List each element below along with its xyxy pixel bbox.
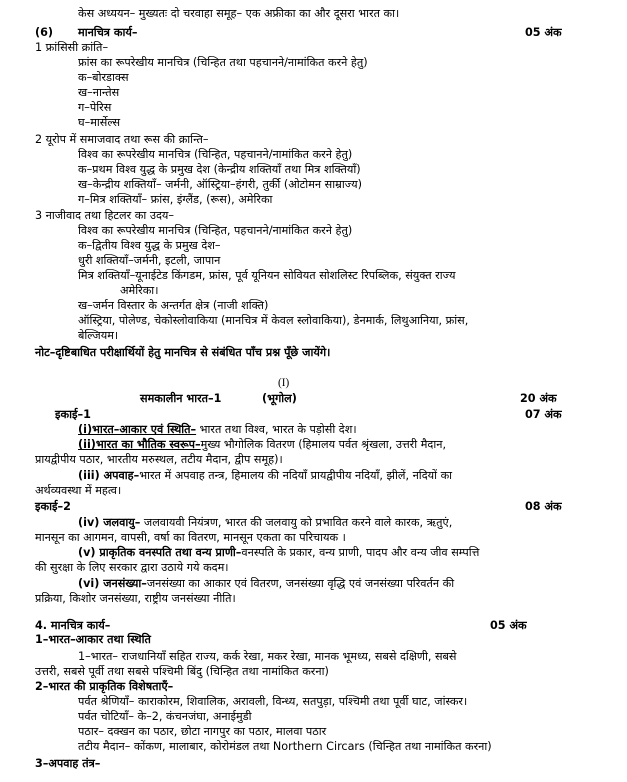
list-item: फ्रांस का रूपरेखीय मानचित्र (चिन्हित तथा पहचानने/नामांकित करने हेतु) [78, 56, 368, 69]
list-item: मित्र शक्तियाँ–यूनाईटेड किंगडम, फ्रांस, पूर्व यूनियन सोवियत सोशलिस्ट रिपब्लिक, संयुक्त राज्य [78, 269, 456, 282]
unit2-label: इकाई–2 [35, 500, 71, 513]
geo-marks: 20 अंक [520, 392, 557, 405]
u1-item-1 [78, 423, 357, 437]
list-item: घ–मार्सेल्स [78, 116, 121, 129]
list-item: ग–मित्र शक्तियाँ– फ्रांस, इंग्लैंड, (रूस), अमेरिका [78, 193, 273, 206]
list-item: क–द्वितीय विश्व युद्ध के प्रमुख देश– [78, 239, 221, 252]
u1-item-head: (ii)भारत का भौतिक स्वरूप– [78, 438, 201, 451]
list-item: धुरी शक्तियाँ–जर्मनी, इटली, जापान [78, 254, 221, 267]
u2-item-5-cont: की सुरक्षा के लिए सरकार द्वारा उठाये गये कदम। [35, 561, 229, 574]
list-item: ख–केन्द्रीय शक्तियाँ– जर्मनी, ऑस्ट्रिया–हंगरी, तुर्की (ओटोमन साम्राज्य) [78, 178, 362, 191]
u1-item-head: (iii) अपवाह– [78, 469, 140, 482]
u1-item-head: (i)भारत–आकार एवं स्थिति– [78, 423, 197, 436]
map2-line: पर्वत चोटियाँ– के–2, कंचनजंघा, अनाईमुडी [78, 710, 252, 723]
unit1-marks: 07 अंक [525, 408, 562, 421]
roman-numeral: (I) [278, 377, 290, 389]
u1-item-2-cont: प्रायद्वीपीय पठार, भारतीय मरुस्थल, तटीय मैदान, द्वीप समूह)। [35, 453, 283, 466]
geo-title: समकालीन भारत–1 [140, 392, 222, 405]
list-item: क–बोरडाक्स [78, 71, 129, 84]
list-item: बेल्जियम। [78, 329, 119, 342]
u2-item-text: वनस्पति के प्रकार, वन्य प्राणी, पादप और वन्य जीव सम्पत्ति [241, 546, 480, 559]
map-section-marks: 05 अंक [525, 26, 562, 39]
geo-subject: (भूगोल) [262, 392, 297, 405]
u1-item-text: भारत में अपवाह तन्त्र, हिमालय की नदियाँ प्रायद्वीपीय नदियाँ, झीलें, नदियों का [139, 469, 453, 482]
item-french-revolution: 1 फ्रांसिसी क्रांति– [35, 41, 109, 54]
u2-item-text: जलवायवी नियंत्रण, भारत की जलवायु को प्रभावित करने वाले कारक, ऋतुएं, [140, 516, 453, 529]
u1-item-3-cont: अर्थव्यवस्था में महत्व। [35, 484, 122, 497]
u2-item-text: जनसंख्या का आकार एवं वितरण, जनसंख्या वृद्धि एवं जनसंख्या परिवर्तन की [146, 577, 455, 590]
item-socialism-russia: 2 यूरोप में समाजवाद तथा रूस की क्रान्ति– [35, 133, 209, 146]
list-item: विश्व का रूपरेखीय मानचित्र (चिन्हित, पहचानने/नामांकित करने हेतु) [78, 148, 353, 161]
map2-heading-1: 1–भारत–आकार तथा स्थिति [35, 633, 151, 646]
u2-item-head: (iv) जलवायु– [78, 516, 141, 529]
map2-line: पठार– दक्खन का पठार, छोटा नागपुर का पठार, मालवा पठार [78, 725, 327, 738]
map2-heading-2: 2–भारत की प्राकृतिक विशेषताएँ– [35, 680, 174, 693]
u1-item-text: भारत तथा विश्व, भारत के पड़ोसी देश। [196, 423, 357, 436]
list-item: क–प्रथम विश्व युद्ध के प्रमुख देश (केन्द्रीय शक्तियाँ तथा मित्र शक्तियाँ) [78, 163, 361, 176]
map-section-label: (6) [35, 26, 54, 39]
u2-item-4-cont: मानसून का आगमन, वापसी, वर्षा का वितरण, मानसून एकता का परिचायक । [35, 531, 346, 544]
list-item: ऑस्ट्रिया, पोलेण्ड, चेकोस्लोवाकिया (मानचित्र में केवल स्लोवाकिया), डेनमार्क, लिथुआनिया, फ्रांस, [78, 314, 469, 327]
case-study-line: केस अध्ययन– मुख्यतः दो चरवाहा समूह– एक अफ्रीका का और दूसरा भारत का। [78, 7, 400, 20]
u1-item-3 [78, 469, 452, 483]
map2-heading-3: 3–अपवाह तंत्र– [35, 757, 101, 770]
map2-line: 1–भारत– राजधानियाँ सहित राज्य, कर्क रेखा, मकर रेखा, मानक भूमध्य, सबसे दक्षिणी, सबसे [78, 650, 457, 663]
list-item: ख–नान्तेस [78, 86, 120, 99]
map2-line: पर्वत श्रेणियाँ– काराकोरम, शिवालिक, अरावली, विन्ध्य, सतपुड़ा, पश्चिमी तथा पूर्वी घाट, जांस्कर। [78, 695, 468, 708]
map-section-title: मानचित्र कार्य– [78, 26, 138, 39]
map2-line: तटीय मैदान– कोंकण, मालाबार, कोरोमंडल तथा Northern Circars (चिन्हित तथा नामांकित करना) [78, 740, 492, 753]
map2-line: उत्तरी, सबसे पूर्वी तथा सबसे पश्चिमी बिंदु (चिन्हित तथा नामांकित करना) [35, 665, 329, 678]
list-item: अमेरिका। [120, 284, 159, 297]
list-item: ख–जर्मन विस्तार के अन्तर्गत क्षेत्र (नाजी शक्ति) [78, 299, 269, 312]
u1-item-2 [78, 438, 446, 452]
unit1-label: इकाई–1 [55, 408, 91, 421]
note-line: नोट–दृष्टिबाधित परीक्षार्थियों हेतु मानचित्र से संबंधित पाँच प्रश्न पूँछे जायेंगे। [35, 346, 331, 359]
map2-title: 4. मानचित्र कार्य– [35, 619, 111, 632]
u2-item-6 [78, 577, 454, 591]
u1-item-text: मुख्य भौगोलिक वितरण (हिमालय पर्वत श्रृंखला, उत्तरी मैदान, [200, 438, 447, 451]
list-item: विश्व का रूपरेखीय मानचित्र (चिन्हित, पहचानने/नामांकित करने हेतु) [78, 224, 353, 237]
u2-item-head: (v) प्राकृतिक वनस्पति तथा वन्य प्राणी– [78, 546, 242, 559]
u2-item-head: (vi) जनसंख्या– [78, 577, 147, 590]
map2-marks: 05 अंक [490, 619, 527, 632]
item-nazism: 3 नाजीवाद तथा हिटलर का उदय– [35, 209, 174, 222]
u2-item-4 [78, 516, 452, 530]
unit2-marks: 08 अंक [525, 500, 562, 513]
u2-item-5 [78, 546, 479, 560]
list-item: ग–पेरिस [78, 101, 112, 114]
u2-item-6-cont: प्रक्रिया, किशोर जनसंख्या, राष्ट्रीय जनसंख्या नीति। [35, 592, 236, 605]
